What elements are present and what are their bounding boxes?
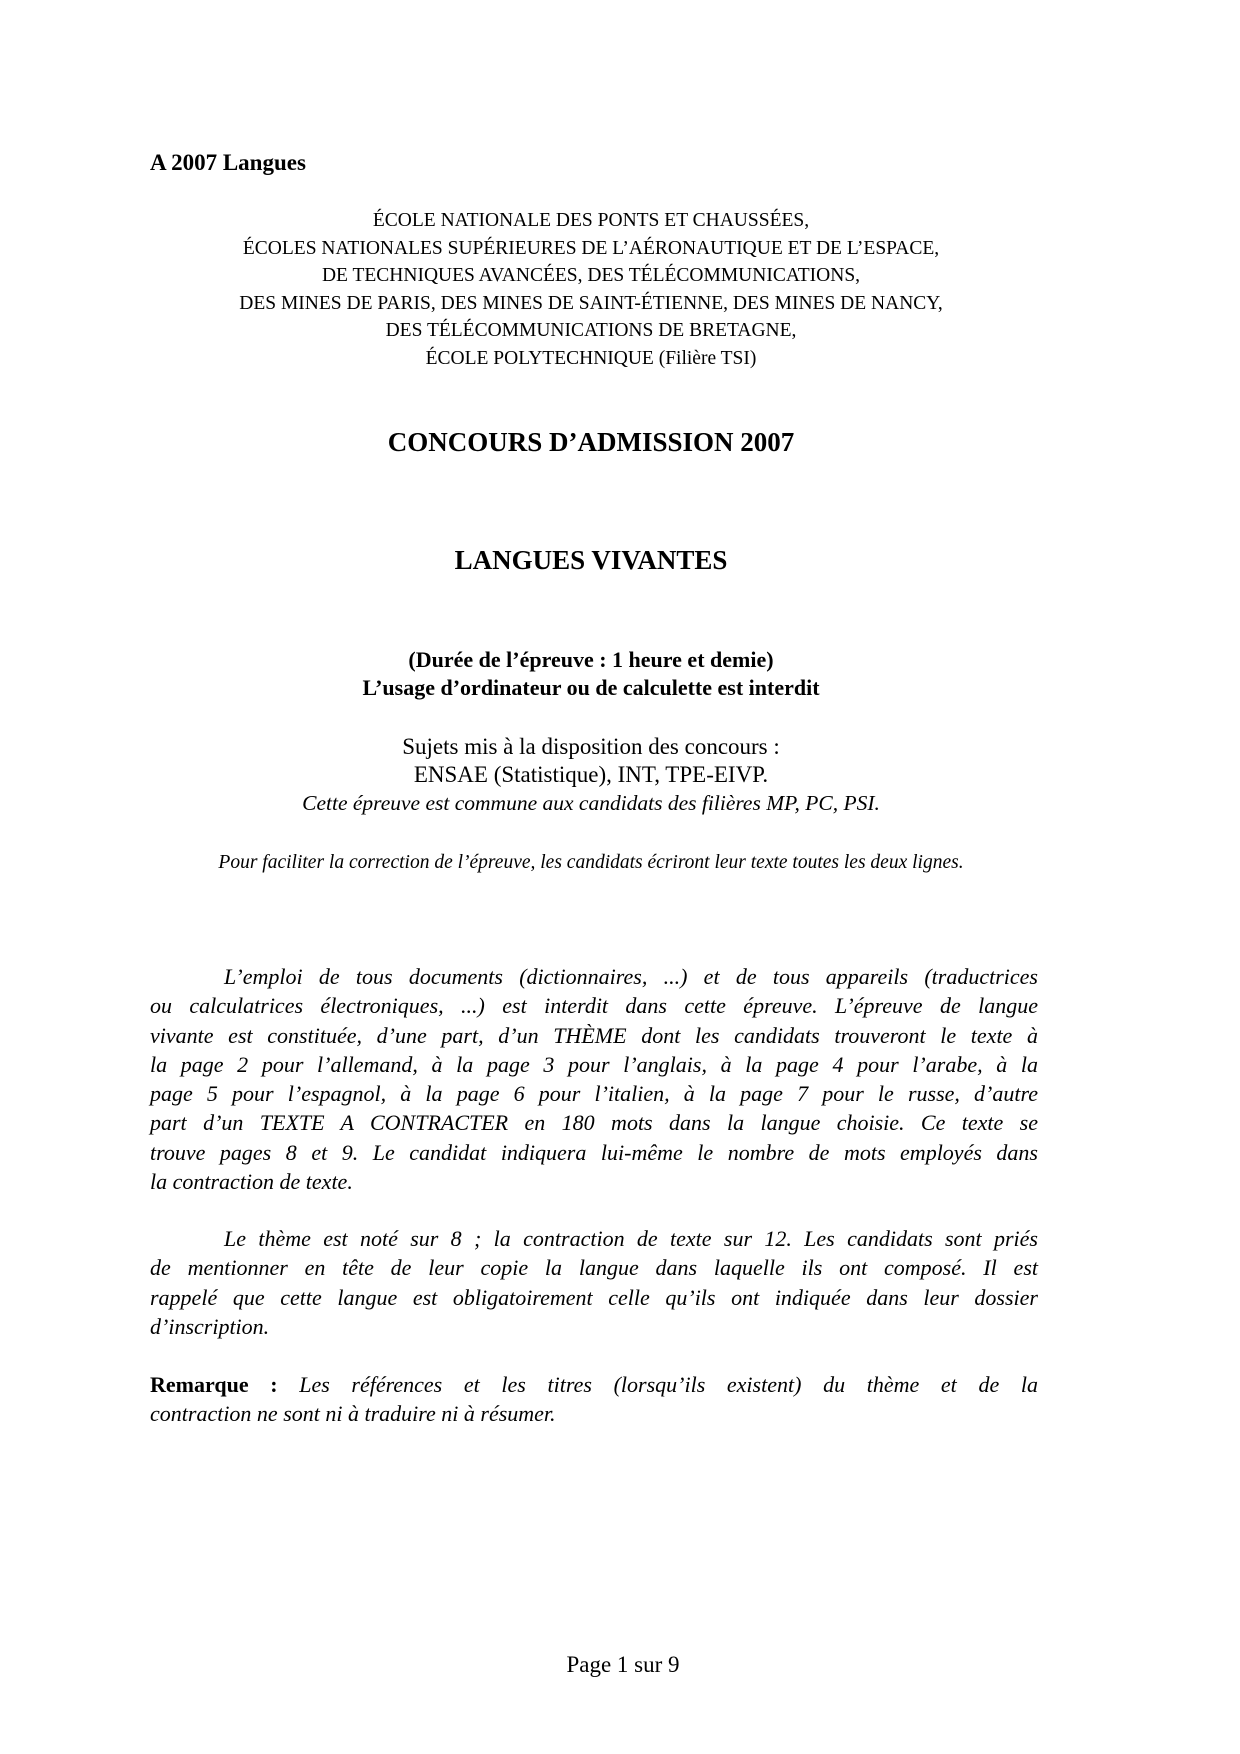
paragraph-line: vivante est constituée, d’une part, d’un THÈME dont les candidats trouveront le texte à	[150, 1022, 1038, 1048]
restriction-text: L’usage d’ordinateur ou de calculette est interdit	[362, 675, 820, 700]
school-line: ÉCOLE POLYTECHNIQUE (Filière TSI)	[425, 347, 757, 369]
paragraph-line: ou calculatrices électroniques, ...) est interdit dans cette épreuve. L’épreuve de langue	[150, 993, 1038, 1019]
remark-label: Remarque :	[150, 1372, 278, 1397]
paragraph-line: la contraction de texte.	[150, 1169, 353, 1195]
schools-list	[0, 207, 1182, 372]
remark-line: contraction ne sont ni à traduire ni à résumer.	[150, 1401, 556, 1427]
school-line: ÉCOLE NATIONALE DES PONTS ET CHAUSSÉES,	[372, 210, 810, 231]
subject-title: LANGUES VIVANTES	[454, 545, 728, 575]
duration-text: (Durée de l’épreuve : 1 heure et demie)	[408, 647, 774, 672]
paragraph-line: L’emploi de tous documents (dictionnaires, ...) et de tous appareils (traductrices	[224, 964, 1038, 989]
writing-instruction: Pour faciliter la correction de l’épreuve, les candidats écriront leur texte toutes les deux lignes.	[218, 852, 964, 873]
instructions-paragraph-1	[150, 962, 1038, 1196]
remark-line	[150, 1370, 1038, 1399]
availability-block	[0, 733, 1182, 817]
common-exam-note: Cette épreuve est commune aux candidats des filières MP, PC, PSI.	[302, 791, 880, 815]
duration-block	[0, 646, 1182, 702]
paragraph-line: d’inscription.	[150, 1313, 270, 1339]
concours-title: CONCOURS D’ADMISSION 2007	[387, 427, 795, 457]
school-line: ÉCOLES NATIONALES SUPÉRIEURES DE L’AÉRONAUTIQUE ET DE L’ESPACE,	[242, 237, 940, 259]
school-line: DES MINES DE PARIS, DES MINES DE SAINT-ÉTIENNE, DES MINES DE NANCY,	[239, 292, 943, 314]
instructions-paragraph-2	[150, 1224, 1038, 1341]
paragraph-line: Le thème est noté sur 8 ; la contraction de texte sur 12. Les candidats sont priés	[224, 1226, 1038, 1251]
page-number: Page 1 sur 9	[566, 1652, 680, 1677]
exam-code: A 2007 Langues	[150, 150, 306, 175]
school-line: DES TÉLÉCOMMUNICATIONS DE BRETAGNE,	[385, 320, 797, 341]
paragraph-line: part d’un TEXTE A CONTRACTER en 180 mots dans la langue choisie. Ce texte se	[150, 1110, 1038, 1136]
availability-intro: Sujets mis à la disposition des concours :	[402, 734, 780, 759]
paragraph-line: trouve pages 8 et 9. Le candidat indiquera lui-même le nombre de mots employés dans	[150, 1139, 1038, 1165]
remark-text: Les références et les titres (lorsqu’ils existent) du thème et de la	[299, 1372, 1038, 1397]
availability-list: ENSAE (Statistique), INT, TPE-EIVP.	[413, 762, 769, 787]
paragraph-line: de mentionner en tête de leur copie la langue dans laquelle ils ont composé. Il est	[150, 1255, 1038, 1281]
school-line: DE TECHNIQUES AVANCÉES, DES TÉLÉCOMMUNICATIONS,	[321, 265, 861, 286]
remark-paragraph	[150, 1370, 1038, 1429]
paragraph-line: rappelé que cette langue est obligatoirement celle qu’ils ont indiquée dans leur dossier	[150, 1284, 1038, 1310]
paragraph-line: la page 2 pour l’allemand, à la page 3 pour l’anglais, à la page 4 pour l’arabe, à la	[150, 1051, 1038, 1077]
paragraph-line: page 5 pour l’espagnol, à la page 6 pour l’italien, à la page 7 pour le russe, d’autre	[150, 1081, 1038, 1107]
